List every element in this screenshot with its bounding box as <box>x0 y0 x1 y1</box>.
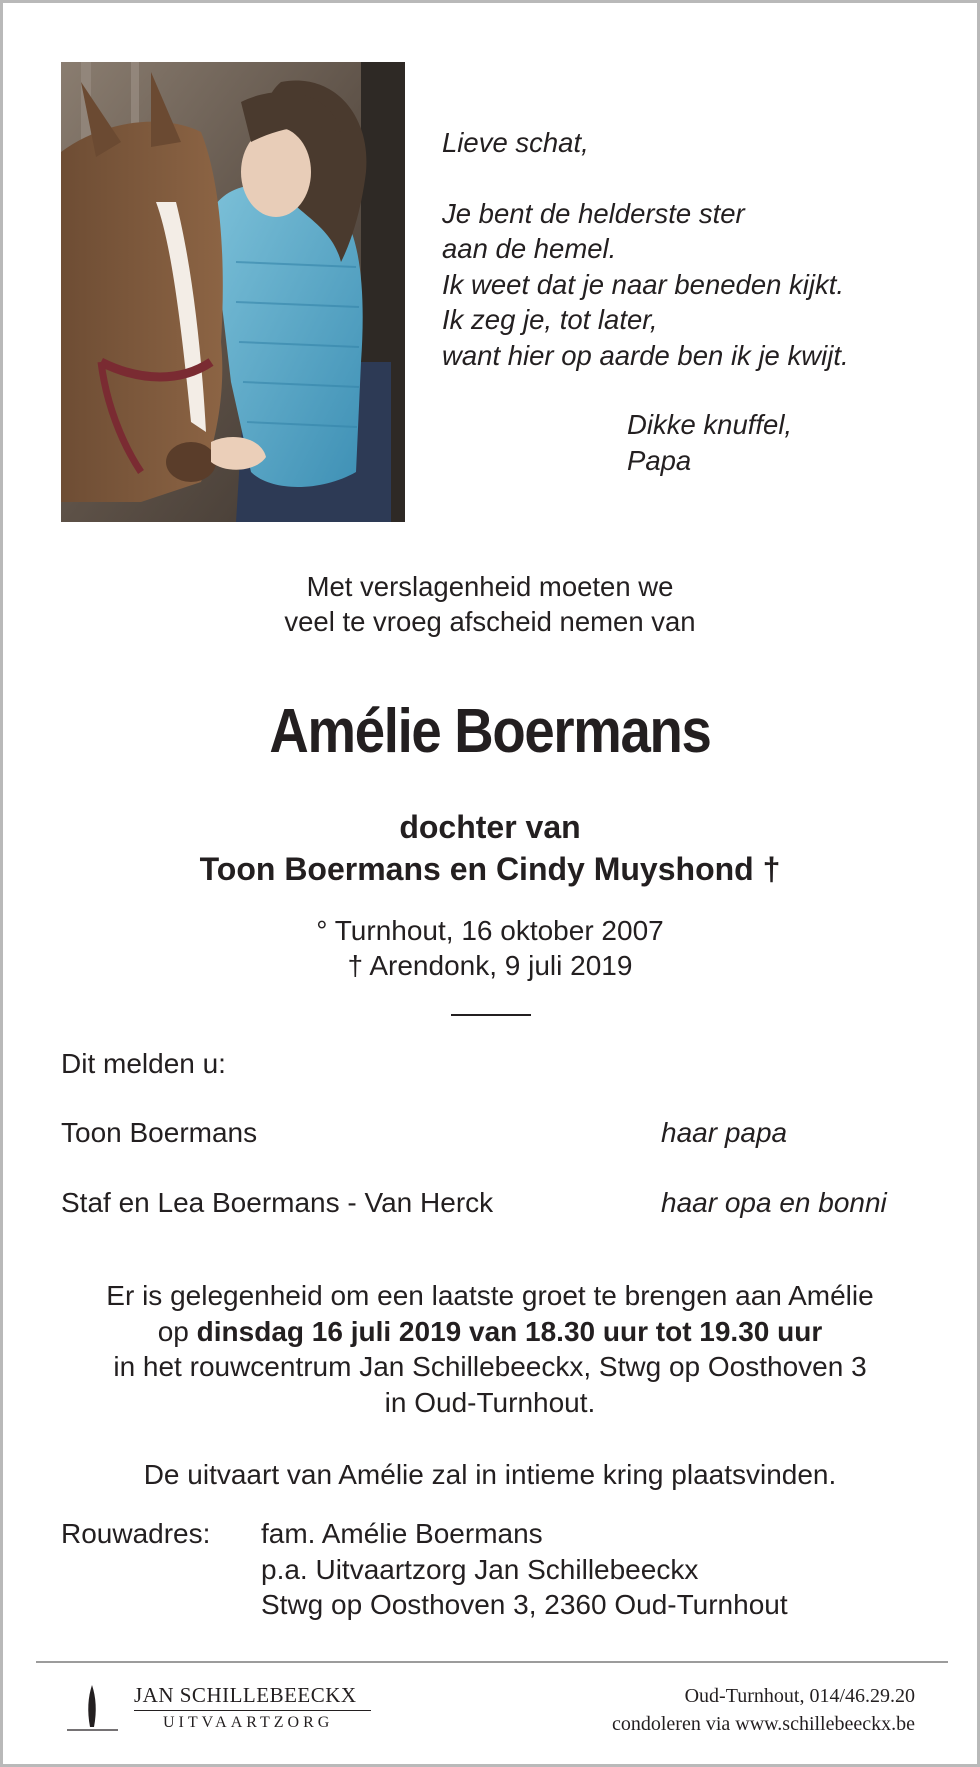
funeral-note: De uitvaart van Amélie zal in intieme kring plaatsvinden. <box>143 1459 837 1490</box>
announcer-name: Toon Boermans <box>61 1117 258 1148</box>
intro-text <box>3 569 977 639</box>
contact-phone: Oud-Turnhout, 014/46.29.20 <box>684 1685 915 1707</box>
address-line: Stwg op Oosthoven 3, 2360 Oud-Turnhout <box>261 1589 788 1620</box>
portrait-photo <box>61 62 405 522</box>
contact-website[interactable]: condoleren via www.schillebeeckx.be <box>611 1713 915 1735</box>
photo-girl-with-horse <box>61 62 405 522</box>
birth-date: ° Turnhout, 16 oktober 2007 <box>316 915 664 946</box>
address-line: fam. Amélie Boermans <box>261 1518 543 1549</box>
poem-blank-line <box>442 161 942 196</box>
signature-line: Dikke knuffel, <box>627 409 793 440</box>
announcer-relation: haar papa <box>661 1117 788 1148</box>
visitation-line: Er is gelegenheid om een laatste groet te brengen aan Amélie <box>106 1280 874 1311</box>
poem-line: Je bent de helderste ster <box>442 197 745 229</box>
address-line: p.a. Uitvaartzorg Jan Schillebeeckx <box>261 1553 699 1585</box>
poem-line: Ik weet dat je naar beneden kijkt. <box>442 268 845 300</box>
cypress-tree-icon <box>65 1683 120 1733</box>
announcer-row <box>61 1185 921 1220</box>
intro-line: Met verslagenheid moeten we <box>306 571 674 602</box>
funeral-home-name: JAN SCHILLEBEECKX <box>134 1683 357 1707</box>
death-date: † Arendonk, 9 juli 2019 <box>347 950 633 981</box>
deceased-name: Amélie Boermans <box>269 697 711 766</box>
divider <box>451 1014 531 1016</box>
announcer-row <box>61 1115 921 1150</box>
poem-line: aan de hemel. <box>442 233 617 264</box>
poem-signature <box>627 407 792 478</box>
visitation-info <box>3 1278 977 1420</box>
announcer-relation: haar opa en bonni <box>661 1187 887 1218</box>
funeral-home-subtitle: UITVAARTZORG <box>163 1714 334 1731</box>
life-dates <box>3 913 977 983</box>
contact-info <box>612 1682 915 1738</box>
parents-block <box>3 806 977 890</box>
logo-underline <box>134 1710 371 1711</box>
poem <box>442 125 942 373</box>
parents-label: dochter van <box>399 809 581 845</box>
announcer-name: Staf en Lea Boermans - Van Herck <box>61 1187 494 1218</box>
parents-names: Toon Boermans en Cindy Muyshond † <box>199 851 781 887</box>
mourning-address <box>261 1516 788 1623</box>
visitation-line: in het rouwcentrum Jan Schillebeeckx, Stwg op Oosthoven 3 <box>113 1351 867 1382</box>
poem-line: Lieve schat, <box>442 127 589 158</box>
visitation-line <box>3 1314 977 1350</box>
visitation-datetime: dinsdag 16 juli 2019 van 18.30 uur tot 19.30 uur <box>196 1315 823 1347</box>
announcers-heading: Dit melden u: <box>61 1048 226 1079</box>
footer-divider <box>36 1661 948 1663</box>
poem-line: want hier op aarde ben ik je kwijt. <box>442 339 849 371</box>
visitation-line: in Oud-Turnhout. <box>384 1386 596 1418</box>
poem-line: Ik zeg je, tot later, <box>442 304 658 335</box>
visitation-prefix: op <box>157 1315 197 1347</box>
address-label: Rouwadres: <box>61 1518 211 1549</box>
intro-line: veel te vroeg afscheid nemen van <box>284 606 696 637</box>
signature-line: Papa <box>627 444 692 476</box>
